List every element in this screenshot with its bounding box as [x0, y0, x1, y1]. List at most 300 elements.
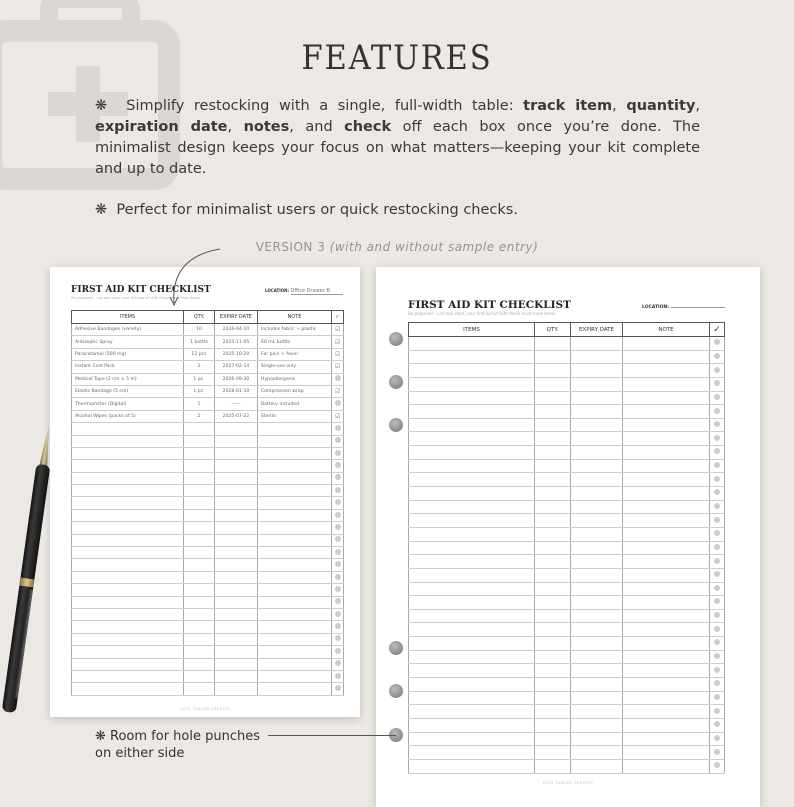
checkbox[interactable]	[332, 534, 344, 546]
empty-cell[interactable]	[72, 683, 184, 695]
cell-note[interactable]: 60 mL bottle	[258, 336, 332, 348]
checkbox[interactable]	[332, 621, 344, 633]
empty-cell[interactable]	[623, 514, 710, 528]
empty-cell[interactable]	[215, 423, 258, 435]
empty-cell[interactable]	[571, 473, 623, 487]
checkbox[interactable]	[710, 500, 725, 514]
empty-cell[interactable]	[184, 509, 215, 521]
empty-cell[interactable]	[623, 500, 710, 514]
empty-cell[interactable]	[571, 541, 623, 555]
empty-cell[interactable]	[258, 447, 332, 459]
empty-cell[interactable]	[409, 405, 535, 419]
checkbox[interactable]	[710, 527, 725, 541]
empty-cell[interactable]	[571, 609, 623, 623]
checkbox[interactable]	[710, 691, 725, 705]
checkbox[interactable]	[710, 555, 725, 569]
empty-cell[interactable]	[215, 571, 258, 583]
empty-cell[interactable]	[623, 391, 710, 405]
cell-item[interactable]: Paracetamol (500 mg)	[72, 348, 184, 360]
checkbox[interactable]	[332, 646, 344, 658]
empty-cell[interactable]	[72, 670, 184, 682]
empty-cell[interactable]	[535, 337, 571, 351]
cell-note[interactable]: Compression wrap	[258, 385, 332, 397]
empty-cell[interactable]	[72, 423, 184, 435]
checkbox[interactable]	[710, 418, 725, 432]
empty-cell[interactable]	[623, 678, 710, 692]
checkbox[interactable]	[332, 472, 344, 484]
empty-cell[interactable]	[535, 678, 571, 692]
empty-cell[interactable]	[571, 555, 623, 569]
checkbox[interactable]	[332, 633, 344, 645]
empty-cell[interactable]	[409, 596, 535, 610]
empty-cell[interactable]	[258, 559, 332, 571]
checkbox[interactable]	[332, 559, 344, 571]
empty-cell[interactable]	[72, 559, 184, 571]
empty-cell[interactable]	[571, 596, 623, 610]
empty-cell[interactable]	[571, 391, 623, 405]
empty-cell[interactable]	[571, 527, 623, 541]
empty-cell[interactable]	[409, 582, 535, 596]
empty-cell[interactable]	[571, 405, 623, 419]
checkbox[interactable]	[710, 718, 725, 732]
empty-cell[interactable]	[409, 337, 535, 351]
empty-cell[interactable]	[409, 487, 535, 501]
empty-cell[interactable]	[623, 746, 710, 760]
empty-cell[interactable]	[215, 460, 258, 472]
empty-cell[interactable]	[623, 732, 710, 746]
empty-cell[interactable]	[571, 664, 623, 678]
checkbox[interactable]	[710, 541, 725, 555]
empty-cell[interactable]	[571, 459, 623, 473]
empty-cell[interactable]	[535, 405, 571, 419]
checkbox[interactable]	[332, 509, 344, 521]
empty-cell[interactable]	[215, 497, 258, 509]
empty-cell[interactable]	[535, 541, 571, 555]
checkbox[interactable]	[710, 746, 725, 760]
cell-expiry[interactable]: 2025-11-05	[215, 336, 258, 348]
empty-cell[interactable]	[409, 678, 535, 692]
cell-item[interactable]: Alcohol Wipes (packs of 5)	[72, 410, 184, 422]
empty-cell[interactable]	[72, 485, 184, 497]
empty-cell[interactable]	[571, 418, 623, 432]
checkbox[interactable]	[332, 596, 344, 608]
empty-cell[interactable]	[623, 377, 710, 391]
empty-cell[interactable]	[215, 633, 258, 645]
empty-cell[interactable]	[215, 509, 258, 521]
empty-cell[interactable]	[409, 650, 535, 664]
cell-qty[interactable]: 12 pcs	[184, 348, 215, 360]
empty-cell[interactable]	[535, 432, 571, 446]
empty-cell[interactable]	[409, 691, 535, 705]
empty-cell[interactable]	[535, 527, 571, 541]
empty-cell[interactable]	[72, 596, 184, 608]
empty-cell[interactable]	[258, 485, 332, 497]
empty-cell[interactable]	[72, 435, 184, 447]
checkbox[interactable]	[332, 324, 344, 336]
empty-cell[interactable]	[215, 683, 258, 695]
checkbox[interactable]	[332, 410, 344, 422]
empty-cell[interactable]	[215, 472, 258, 484]
cell-item[interactable]: Instant Cold Pack	[72, 361, 184, 373]
empty-cell[interactable]	[409, 718, 535, 732]
empty-cell[interactable]	[623, 759, 710, 773]
cell-item[interactable]: Elastic Bandage (5 cm)	[72, 385, 184, 397]
empty-cell[interactable]	[409, 432, 535, 446]
empty-cell[interactable]	[571, 650, 623, 664]
empty-cell[interactable]	[72, 497, 184, 509]
empty-cell[interactable]	[184, 534, 215, 546]
empty-cell[interactable]	[215, 447, 258, 459]
empty-cell[interactable]	[623, 582, 710, 596]
checkbox[interactable]	[710, 487, 725, 501]
empty-cell[interactable]	[184, 596, 215, 608]
checkbox[interactable]	[332, 522, 344, 534]
checkbox[interactable]	[710, 568, 725, 582]
checkbox[interactable]	[710, 405, 725, 419]
empty-cell[interactable]	[409, 541, 535, 555]
cell-item[interactable]: Adhesive Bandages (variety)	[72, 324, 184, 336]
empty-cell[interactable]	[258, 423, 332, 435]
checkbox[interactable]	[332, 670, 344, 682]
cell-qty[interactable]: 1 bottle	[184, 336, 215, 348]
empty-cell[interactable]	[409, 473, 535, 487]
empty-cell[interactable]	[535, 732, 571, 746]
empty-cell[interactable]	[409, 418, 535, 432]
empty-cell[interactable]	[623, 527, 710, 541]
empty-cell[interactable]	[623, 609, 710, 623]
empty-cell[interactable]	[623, 418, 710, 432]
empty-cell[interactable]	[72, 633, 184, 645]
empty-cell[interactable]	[72, 460, 184, 472]
empty-cell[interactable]	[623, 459, 710, 473]
empty-cell[interactable]	[535, 568, 571, 582]
checkbox[interactable]	[710, 377, 725, 391]
empty-cell[interactable]	[184, 522, 215, 534]
cell-note[interactable]: Includes fabric + plastic	[258, 324, 332, 336]
empty-cell[interactable]	[409, 637, 535, 651]
empty-cell[interactable]	[184, 485, 215, 497]
empty-cell[interactable]	[623, 637, 710, 651]
empty-cell[interactable]	[535, 691, 571, 705]
empty-cell[interactable]	[535, 555, 571, 569]
cell-qty[interactable]: 1	[184, 398, 215, 410]
empty-cell[interactable]	[184, 633, 215, 645]
checkbox[interactable]	[710, 705, 725, 719]
empty-cell[interactable]	[409, 391, 535, 405]
empty-cell[interactable]	[258, 646, 332, 658]
empty-cell[interactable]	[623, 596, 710, 610]
empty-cell[interactable]	[215, 547, 258, 559]
empty-cell[interactable]	[72, 646, 184, 658]
empty-cell[interactable]	[535, 418, 571, 432]
empty-cell[interactable]	[623, 432, 710, 446]
empty-cell[interactable]	[215, 534, 258, 546]
empty-cell[interactable]	[72, 509, 184, 521]
checkbox[interactable]	[710, 446, 725, 460]
empty-cell[interactable]	[571, 568, 623, 582]
checkbox[interactable]	[710, 350, 725, 364]
empty-cell[interactable]	[184, 547, 215, 559]
checkbox[interactable]	[332, 608, 344, 620]
checkbox[interactable]	[710, 732, 725, 746]
checkbox[interactable]	[332, 336, 344, 348]
empty-cell[interactable]	[258, 509, 332, 521]
empty-cell[interactable]	[409, 609, 535, 623]
empty-cell[interactable]	[535, 582, 571, 596]
empty-cell[interactable]	[409, 664, 535, 678]
empty-cell[interactable]	[535, 705, 571, 719]
checkbox[interactable]	[710, 664, 725, 678]
checkbox[interactable]	[332, 547, 344, 559]
cell-item[interactable]: Antiseptic Spray	[72, 336, 184, 348]
empty-cell[interactable]	[258, 460, 332, 472]
cell-qty[interactable]: 10	[184, 324, 215, 336]
cell-expiry[interactable]: 2028-01-10	[215, 385, 258, 397]
empty-cell[interactable]	[184, 472, 215, 484]
empty-cell[interactable]	[623, 623, 710, 637]
cell-item[interactable]: Thermometer (Digital)	[72, 398, 184, 410]
empty-cell[interactable]	[215, 584, 258, 596]
checkbox[interactable]	[710, 596, 725, 610]
empty-cell[interactable]	[623, 691, 710, 705]
empty-cell[interactable]	[623, 337, 710, 351]
empty-cell[interactable]	[623, 568, 710, 582]
empty-cell[interactable]	[258, 621, 332, 633]
empty-cell[interactable]	[571, 514, 623, 528]
empty-cell[interactable]	[72, 621, 184, 633]
empty-cell[interactable]	[535, 446, 571, 460]
empty-cell[interactable]	[215, 559, 258, 571]
empty-cell[interactable]	[215, 608, 258, 620]
empty-cell[interactable]	[571, 446, 623, 460]
empty-cell[interactable]	[409, 568, 535, 582]
empty-cell[interactable]	[623, 664, 710, 678]
empty-cell[interactable]	[623, 446, 710, 460]
empty-cell[interactable]	[258, 683, 332, 695]
empty-cell[interactable]	[72, 522, 184, 534]
empty-cell[interactable]	[535, 650, 571, 664]
checkbox[interactable]	[332, 373, 344, 385]
checkbox[interactable]	[710, 582, 725, 596]
empty-cell[interactable]	[215, 485, 258, 497]
empty-cell[interactable]	[623, 364, 710, 378]
empty-cell[interactable]	[258, 497, 332, 509]
empty-cell[interactable]	[184, 571, 215, 583]
cell-expiry[interactable]: 2025-10-20	[215, 348, 258, 360]
empty-cell[interactable]	[184, 435, 215, 447]
empty-cell[interactable]	[623, 705, 710, 719]
cell-note[interactable]: Sterile	[258, 410, 332, 422]
empty-cell[interactable]	[409, 514, 535, 528]
empty-cell[interactable]	[571, 732, 623, 746]
cell-expiry[interactable]: 2027-02-14	[215, 361, 258, 373]
location-field[interactable]	[671, 302, 725, 308]
checkbox[interactable]	[332, 447, 344, 459]
checkbox[interactable]	[710, 391, 725, 405]
empty-cell[interactable]	[409, 527, 535, 541]
empty-cell[interactable]	[623, 350, 710, 364]
empty-cell[interactable]	[535, 364, 571, 378]
empty-cell[interactable]	[409, 623, 535, 637]
empty-cell[interactable]	[184, 621, 215, 633]
empty-cell[interactable]	[72, 472, 184, 484]
checkbox[interactable]	[710, 637, 725, 651]
empty-cell[interactable]	[409, 459, 535, 473]
empty-cell[interactable]	[184, 683, 215, 695]
empty-cell[interactable]	[571, 582, 623, 596]
cell-note[interactable]: For pain + fever	[258, 348, 332, 360]
empty-cell[interactable]	[571, 350, 623, 364]
empty-cell[interactable]	[215, 646, 258, 658]
empty-cell[interactable]	[571, 432, 623, 446]
empty-cell[interactable]	[409, 446, 535, 460]
empty-cell[interactable]	[409, 364, 535, 378]
empty-cell[interactable]	[409, 746, 535, 760]
empty-cell[interactable]	[258, 596, 332, 608]
empty-cell[interactable]	[571, 377, 623, 391]
empty-cell[interactable]	[623, 650, 710, 664]
empty-cell[interactable]	[184, 670, 215, 682]
empty-cell[interactable]	[623, 541, 710, 555]
empty-cell[interactable]	[571, 623, 623, 637]
checkbox[interactable]	[332, 361, 344, 373]
empty-cell[interactable]	[72, 447, 184, 459]
empty-cell[interactable]	[535, 637, 571, 651]
cell-note[interactable]: Battery included	[258, 398, 332, 410]
empty-cell[interactable]	[184, 497, 215, 509]
cell-note[interactable]: Hypoallergenic	[258, 373, 332, 385]
empty-cell[interactable]	[72, 608, 184, 620]
empty-cell[interactable]	[535, 500, 571, 514]
empty-cell[interactable]	[623, 405, 710, 419]
empty-cell[interactable]	[409, 732, 535, 746]
empty-cell[interactable]	[535, 718, 571, 732]
checkbox[interactable]	[710, 514, 725, 528]
empty-cell[interactable]	[409, 377, 535, 391]
cell-qty[interactable]: 2	[184, 361, 215, 373]
cell-note[interactable]: Single-use only	[258, 361, 332, 373]
checkbox[interactable]	[332, 584, 344, 596]
empty-cell[interactable]	[258, 584, 332, 596]
checkbox[interactable]	[332, 423, 344, 435]
empty-cell[interactable]	[72, 584, 184, 596]
empty-cell[interactable]	[72, 547, 184, 559]
empty-cell[interactable]	[535, 377, 571, 391]
empty-cell[interactable]	[258, 658, 332, 670]
checkbox[interactable]	[710, 432, 725, 446]
checkbox[interactable]	[332, 435, 344, 447]
checkbox[interactable]	[332, 485, 344, 497]
empty-cell[interactable]	[258, 633, 332, 645]
empty-cell[interactable]	[258, 522, 332, 534]
empty-cell[interactable]	[72, 571, 184, 583]
checkbox[interactable]	[332, 460, 344, 472]
cell-qty[interactable]: 1 pc.	[184, 373, 215, 385]
empty-cell[interactable]	[571, 487, 623, 501]
empty-cell[interactable]	[409, 500, 535, 514]
checkbox[interactable]	[710, 678, 725, 692]
empty-cell[interactable]	[258, 472, 332, 484]
empty-cell[interactable]	[535, 459, 571, 473]
empty-cell[interactable]	[535, 623, 571, 637]
empty-cell[interactable]	[535, 664, 571, 678]
empty-cell[interactable]	[215, 596, 258, 608]
empty-cell[interactable]	[409, 705, 535, 719]
cell-expiry[interactable]: 2026-04-10	[215, 324, 258, 336]
checkbox[interactable]	[332, 497, 344, 509]
cell-expiry[interactable]: 2026-09-30	[215, 373, 258, 385]
cell-item[interactable]: Medical Tape (2 cm × 5 m)	[72, 373, 184, 385]
empty-cell[interactable]	[571, 759, 623, 773]
empty-cell[interactable]	[184, 658, 215, 670]
empty-cell[interactable]	[184, 608, 215, 620]
empty-cell[interactable]	[258, 670, 332, 682]
empty-cell[interactable]	[535, 609, 571, 623]
cell-expiry[interactable]: 2025-07-22	[215, 410, 258, 422]
empty-cell[interactable]	[623, 555, 710, 569]
empty-cell[interactable]	[215, 621, 258, 633]
empty-cell[interactable]	[535, 473, 571, 487]
checkbox[interactable]	[710, 459, 725, 473]
empty-cell[interactable]	[258, 547, 332, 559]
empty-cell[interactable]	[184, 584, 215, 596]
cell-qty[interactable]: 2	[184, 410, 215, 422]
checkbox[interactable]	[710, 650, 725, 664]
checkbox[interactable]	[332, 398, 344, 410]
checkbox[interactable]	[710, 759, 725, 773]
checkbox[interactable]	[710, 337, 725, 351]
empty-cell[interactable]	[571, 500, 623, 514]
empty-cell[interactable]	[409, 555, 535, 569]
empty-cell[interactable]	[571, 718, 623, 732]
empty-cell[interactable]	[215, 670, 258, 682]
checkbox[interactable]	[332, 348, 344, 360]
empty-cell[interactable]	[623, 487, 710, 501]
empty-cell[interactable]	[215, 658, 258, 670]
empty-cell[interactable]	[535, 487, 571, 501]
empty-cell[interactable]	[571, 637, 623, 651]
empty-cell[interactable]	[184, 646, 215, 658]
empty-cell[interactable]	[623, 718, 710, 732]
cell-expiry[interactable]: ——	[215, 398, 258, 410]
empty-cell[interactable]	[184, 460, 215, 472]
cell-qty[interactable]: 1 pc.	[184, 385, 215, 397]
checkbox[interactable]	[710, 623, 725, 637]
empty-cell[interactable]	[571, 746, 623, 760]
empty-cell[interactable]	[258, 435, 332, 447]
empty-cell[interactable]	[72, 534, 184, 546]
empty-cell[interactable]	[184, 423, 215, 435]
empty-cell[interactable]	[535, 746, 571, 760]
empty-cell[interactable]	[571, 678, 623, 692]
empty-cell[interactable]	[258, 571, 332, 583]
checkbox[interactable]	[332, 683, 344, 695]
checkbox[interactable]	[710, 473, 725, 487]
checkbox[interactable]	[332, 658, 344, 670]
checkbox[interactable]	[332, 385, 344, 397]
empty-cell[interactable]	[535, 350, 571, 364]
empty-cell[interactable]	[409, 759, 535, 773]
empty-cell[interactable]	[571, 364, 623, 378]
empty-cell[interactable]	[409, 350, 535, 364]
empty-cell[interactable]	[571, 337, 623, 351]
empty-cell[interactable]	[72, 658, 184, 670]
empty-cell[interactable]	[258, 534, 332, 546]
empty-cell[interactable]	[623, 473, 710, 487]
empty-cell[interactable]	[184, 559, 215, 571]
checkbox[interactable]	[710, 609, 725, 623]
empty-cell[interactable]	[571, 705, 623, 719]
